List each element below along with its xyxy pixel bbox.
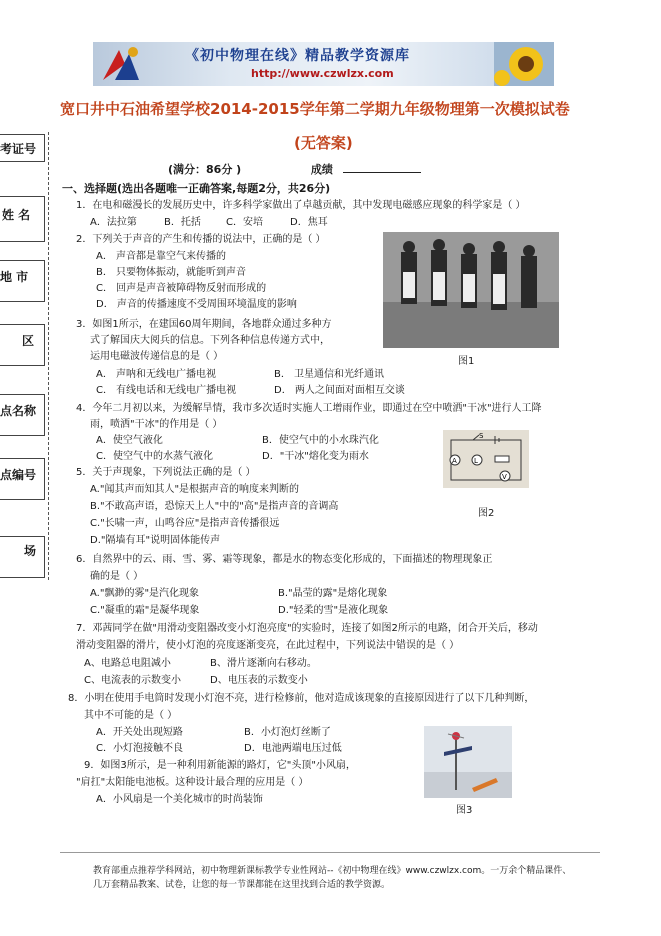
result-label: 成绩 xyxy=(310,163,333,176)
footer-line-1: 教育部重点推荐学科网站，初中物理新课标教学专业性网站--《初中物理在线》www.czwlzx.com。一万余个精品课件、 xyxy=(93,866,572,876)
banner-title: 《初中物理在线》精品教学资源库 xyxy=(185,48,410,64)
city-label: 地 市 xyxy=(0,270,29,284)
svg-text:V: V xyxy=(502,473,507,481)
q1-option-a[interactable]: A．法拉第 xyxy=(90,217,137,228)
q3-option-d[interactable]: D． 两人之间面对面相互交谈 xyxy=(274,385,405,396)
footer-divider xyxy=(60,852,600,853)
question-9-line-1: 9．如图3所示，是一种利用新能源的路灯，它"头顶"小风扇， xyxy=(84,760,356,771)
q8-option-a[interactable]: A．开关处出现短路 xyxy=(96,727,183,738)
question-2: 2．下列关于声音的产生和传播的说法中，正确的是（ ） xyxy=(76,234,326,245)
question-9-line-2: "肩扛"太阳能电池板。这种设计最合理的应用是（ ） xyxy=(76,777,309,788)
figure-3-caption: 图3 xyxy=(456,805,473,816)
exam-subtitle: (无答案) xyxy=(294,134,353,152)
q8-option-d[interactable]: D．电池两端电压过低 xyxy=(244,743,342,754)
q6-option-c[interactable]: C."凝重的霜"是凝华现象 xyxy=(90,605,200,616)
site-logo-icon xyxy=(99,44,143,84)
q4-option-b[interactable]: B．使空气中的小水珠汽化 xyxy=(262,435,379,446)
svg-text:A: A xyxy=(452,457,457,465)
exam-title: 宽口井中石油希望学校2014-2015学年第二学期九年级物理第一次模拟试卷 xyxy=(60,100,570,118)
q2-option-b[interactable]: B． 只要物体振动，就能听到声音 xyxy=(96,267,247,278)
question-3-line-1: 3．如图1所示，在建国60周年期间，各地群众通过多种方 xyxy=(76,319,332,330)
figure-1-caption: 图1 xyxy=(458,356,475,367)
question-8-line-2: 其中不可能的是（ ） xyxy=(84,710,178,721)
site-name-label: 点名称 xyxy=(0,404,37,418)
q6-option-b[interactable]: B."晶莹的露"是熔化现象 xyxy=(278,588,388,599)
question-6-line-2: 确的是（ ） xyxy=(90,571,144,582)
q8-option-b[interactable]: B．小灯泡灯丝断了 xyxy=(244,727,331,738)
question-7-line-1: 7．邓茜同学在做"用滑动变阻器改变小灯泡亮度"的实验时，连接了如图2所示的电路，闭合开关后，移动 xyxy=(76,623,538,634)
district-label: 区 xyxy=(22,334,35,348)
figure-3-streetlight-photo xyxy=(424,726,512,798)
q7-option-a[interactable]: A、电路总电阻减小 xyxy=(84,658,171,669)
room-label: 场 xyxy=(24,544,37,558)
name-label: 姓 名 xyxy=(2,208,31,222)
q5-option-a[interactable]: A."闻其声而知其人"是根据声音的响度来判断的 xyxy=(90,484,300,495)
score-line xyxy=(168,161,421,177)
site-banner xyxy=(93,42,554,86)
q4-option-a[interactable]: A．使空气液化 xyxy=(96,435,163,446)
footer-line-2: 几万套精品教案、试卷，让您的每一节课都能在这里找到合适的教学资源。 xyxy=(93,880,391,890)
q7-option-b[interactable]: B、滑片逐渐向右移动。 xyxy=(210,658,317,669)
q2-option-d[interactable]: D． 声音的传播速度不受周围环境温度的影响 xyxy=(96,299,297,310)
question-1: 1．在电和磁漫长的发展历史中，许多科学家做出了卓越贡献，其中发现电磁感应现象的科学家是（ ） xyxy=(76,200,526,211)
section-heading: 一、选择题(选出各题唯一正确答案,每题2分，共26分) xyxy=(62,182,331,195)
exam-id-label: 考证号 xyxy=(0,142,37,156)
page-footer xyxy=(93,864,613,892)
q3-option-a[interactable]: A． 声呐和无线电广播电视 xyxy=(96,369,217,380)
q7-option-c[interactable]: C、电流表的示数变小 xyxy=(84,675,181,686)
q4-option-d[interactable]: D．"干冰"熔化变为雨水 xyxy=(262,451,369,462)
q1-option-b[interactable]: B．托括 xyxy=(164,217,201,228)
q5-option-d[interactable]: D."隔墙有耳"说明固体能传声 xyxy=(90,535,221,546)
question-5: 5．关于声现象，下列说法正确的是（ ） xyxy=(76,467,256,478)
question-7-line-2: 滑动变阻器的滑片，使小灯泡的亮度逐渐变亮，在此过程中，下列说法中错误的是（ ） xyxy=(76,640,460,651)
q9-option-a[interactable]: A．小风扇是一个美化城市的时尚装饰 xyxy=(96,794,263,805)
svg-text:L: L xyxy=(474,457,478,465)
question-4-line-2: 雨，喷洒"干冰"的作用是（ ） xyxy=(90,419,223,430)
q2-option-c[interactable]: C． 回声是声音被障碍物反射而形成的 xyxy=(96,283,267,294)
result-blank xyxy=(343,161,421,173)
q1-option-d[interactable]: D．焦耳 xyxy=(290,217,328,228)
question-3-line-3: 运用电磁波传递信息的是（ ） xyxy=(90,351,224,362)
figure-1-parade-photo xyxy=(383,232,559,348)
question-8-line-1: 8．小明在使用手电筒时发现小灯泡不亮，进行检修前，他对造成该现象的直接原因进行了以下几种判断， xyxy=(68,693,535,704)
q6-option-d[interactable]: D."轻柔的雪"是液化现象 xyxy=(278,605,389,616)
registration-sidebar xyxy=(0,132,49,580)
figure-2-caption: 图2 xyxy=(478,508,495,519)
question-3-line-2: 式了解国庆大阅兵的信息。下列各种信息传递方式中， xyxy=(90,335,330,346)
q4-option-c[interactable]: C．使空气中的水蒸气液化 xyxy=(96,451,213,462)
banner-url[interactable]: http://www.czwlzx.com xyxy=(251,67,394,80)
site-number-label: 点编号 xyxy=(0,468,37,482)
q3-option-c[interactable]: C． 有线电话和无线电广播电视 xyxy=(96,385,237,396)
question-4-line-1: 4．今年二月初以来，为缓解旱情，我市多次适时实施人工增雨作业，即通过在空中喷洒"干冰"进行人工降 xyxy=(76,403,542,414)
q8-option-c[interactable]: C．小灯泡接触不良 xyxy=(96,743,183,754)
q3-option-b[interactable]: B． 卫星通信和光纤通讯 xyxy=(274,369,385,380)
full-score-label: (满分：86分 ) xyxy=(168,163,242,176)
q2-option-a[interactable]: A． 声音都是靠空气来传播的 xyxy=(96,251,227,262)
sunflower-icon xyxy=(494,42,554,86)
svg-text:S: S xyxy=(479,432,484,440)
room-field[interactable] xyxy=(0,536,45,578)
q7-option-d[interactable]: D、电压表的示数变小 xyxy=(210,675,308,686)
q5-option-c[interactable]: C."长啸一声，山鸣谷应"是指声音传播很远 xyxy=(90,518,280,529)
figure-2-circuit-diagram xyxy=(443,430,529,488)
q5-option-b[interactable]: B."不敢高声语，恐惊天上人"中的"高"是指声音的音调高 xyxy=(90,501,339,512)
question-6-line-1: 6．自然界中的云、雨、雪、雾、霜等现象，都是水的物态变化形成的，下面描述的物理现象正 xyxy=(76,554,493,565)
q6-option-a[interactable]: A."飘渺的雾"是汽化现象 xyxy=(90,588,200,599)
q1-option-c[interactable]: C．安培 xyxy=(226,217,263,228)
